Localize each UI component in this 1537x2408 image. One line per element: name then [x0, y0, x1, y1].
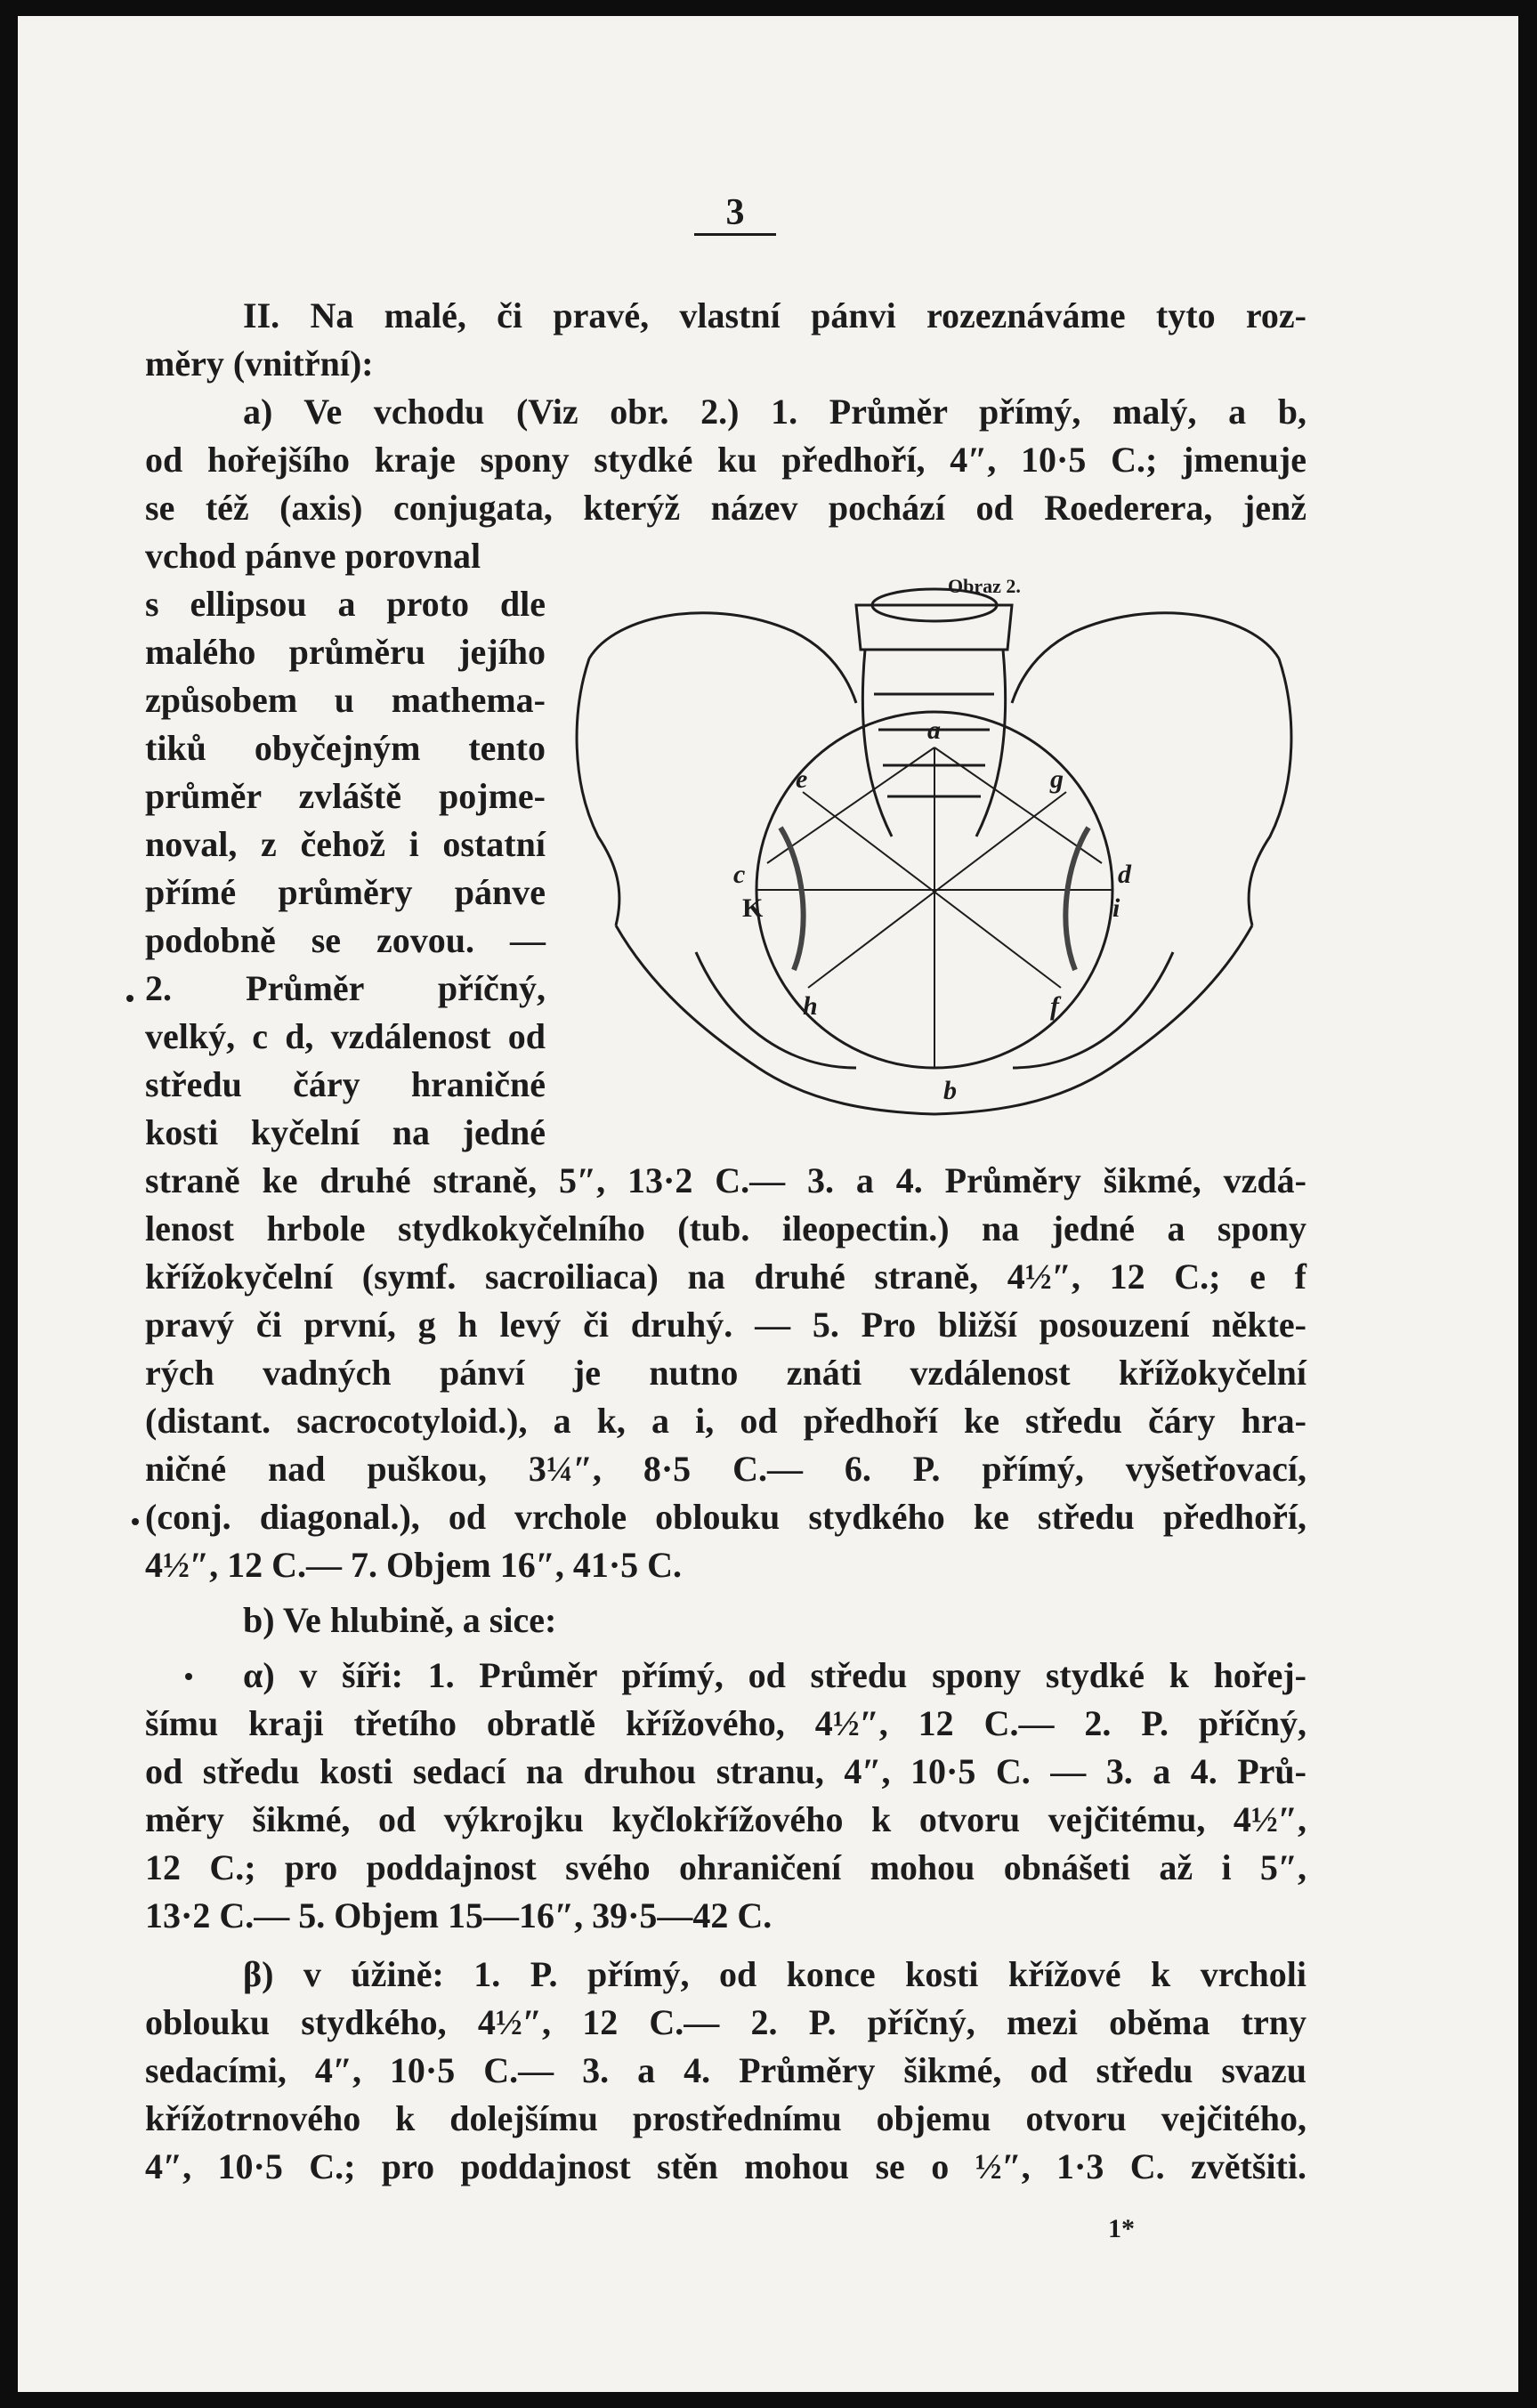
text-line: křížotrnového k dolejšímu prostřednímu objemu otvoru vejčitého, — [145, 2098, 1306, 2138]
text-line: způsobem u mathema- — [145, 680, 546, 720]
text-line: se též (axis) conjugata, kterýž název pochází od Roederera, jenž — [145, 488, 1306, 528]
text-line: 2. Průměr příčný, — [145, 968, 546, 1008]
text-line: straně ke druhé straně, 5″, 13·2 C.— 3. a 4. Průměry šikmé, vzdá- — [145, 1160, 1306, 1200]
margin-dot — [132, 1518, 139, 1525]
label-b: b — [943, 1076, 957, 1105]
label-d: d — [1118, 860, 1131, 889]
text-line: a) Ve vchodu (Viz obr. 2.) 1. Průměr přímý, malý, a b, — [243, 392, 1306, 432]
text-line: tiků obyčejným tento — [145, 728, 546, 768]
text-line: pravý či první, g h levý či druhý. — 5. Pro bližší posouzení někte- — [145, 1305, 1306, 1345]
text-line: rých vadných pánví je nutno znáti vzdálenost křížokyčelní — [145, 1353, 1306, 1393]
text-line: od středu kosti sedací na druhou stranu, 4″, 10·5 C. — 3. a 4. Prů- — [145, 1751, 1306, 1791]
text-line: 13·2 C.— 5. Objem 15—16″, 39·5—42 C. — [145, 1895, 773, 1935]
text-line: s ellipsou a proto dle — [145, 584, 546, 624]
label-h: h — [803, 991, 818, 1021]
text-line: lenost hrbole stydkokyčelního (tub. ileopectin.) na jedné a spony — [145, 1208, 1306, 1248]
label-f: f — [1050, 991, 1059, 1021]
text-line: vchod pánve porovnal — [145, 536, 481, 576]
text-line: měry šikmé, od výkrojku kyčlokřížového k otvoru vejčitému, 4½″, — [145, 1799, 1306, 1839]
margin-dot — [185, 1673, 192, 1680]
text-line: středu čáry hraničné — [145, 1064, 546, 1104]
text-line: 4½″, 12 C.— 7. Objem 16″, 41·5 C. — [145, 1545, 683, 1585]
text-line: křížokyčelní (symf. sacroiliaca) na druhé straně, 4½″, 12 C.; e f — [145, 1257, 1306, 1297]
text-line: ničné nad puškou, 3¼″, 8·5 C.— 6. P. přímý, vyšetřovací, — [145, 1449, 1306, 1489]
text-line: noval, z čehož i ostatní — [145, 824, 546, 864]
text-line: b) Ve hlubině, a sice: — [243, 1600, 557, 1640]
body-text — [145, 292, 1306, 2191]
text-line: 4″, 10·5 C.; pro poddajnost stěn mohou se o ½″, 1·3 C. zvětšiti. — [145, 2146, 1306, 2186]
text-line: II. Na malé, či pravé, vlastní pánvi rozeznáváme tyto roz- — [243, 295, 1306, 335]
label-i: i — [1112, 893, 1120, 923]
label-c: c — [733, 860, 746, 889]
text-line: přímé průměry pánve — [145, 872, 546, 912]
text-line: oblouku stydkého, 4½″, 12 C.— 2. P. příčný, mezi oběma trny — [145, 2002, 1306, 2042]
text-line: sedacími, 4″, 10·5 C.— 3. a 4. Průměry šikmé, od středu svazu — [145, 2050, 1306, 2090]
text-line: měry (vnitřní): — [145, 343, 374, 384]
figure-caption: Obraz 2. — [948, 575, 1021, 597]
book-page — [18, 16, 1518, 2392]
text-line: kosti kyčelní na jedné — [145, 1112, 546, 1152]
label-e: e — [796, 764, 808, 794]
text-line: (conj. diagonal.), od vrchole oblouku stydkého ke středu předhoří, — [145, 1497, 1306, 1537]
text-line: β) v úžině: 1. P. přímý, od konce kosti křížové k vrcholi — [243, 1954, 1306, 1994]
text-line: podobně se zovou. — — [145, 920, 546, 960]
label-k: K — [742, 893, 764, 923]
text-line: velký, c d, vzdálenost od — [145, 1016, 546, 1056]
text-line: 12 C.; pro poddajnost svého ohraničení mohou obnášeti až i 5″, — [145, 1847, 1306, 1887]
text-line: malého průměru jejího — [145, 632, 546, 672]
text-line: od hořejšího kraje spony stydké ku předhoří, 4″, 10·5 C.; jmenuje — [145, 440, 1306, 480]
text-line: (distant. sacrocotyloid.), a k, a i, od předhoří ke středu čáry hra- — [145, 1401, 1306, 1441]
text-line: α) v šíři: 1. Průměr přímý, od středu spony stydké k hořej- — [243, 1655, 1306, 1695]
label-a: a — [927, 715, 941, 745]
label-g: g — [1050, 764, 1064, 794]
text-line: šímu kraji třetího obratlě křížového, 4½″, 12 C.— 2. P. příčný, — [145, 1703, 1306, 1743]
margin-dot — [126, 995, 133, 1002]
page-number: 3 — [694, 192, 776, 236]
text-line: průměr zvláště pojme- — [145, 776, 546, 816]
signature-mark: 1* — [1108, 2214, 1135, 2243]
